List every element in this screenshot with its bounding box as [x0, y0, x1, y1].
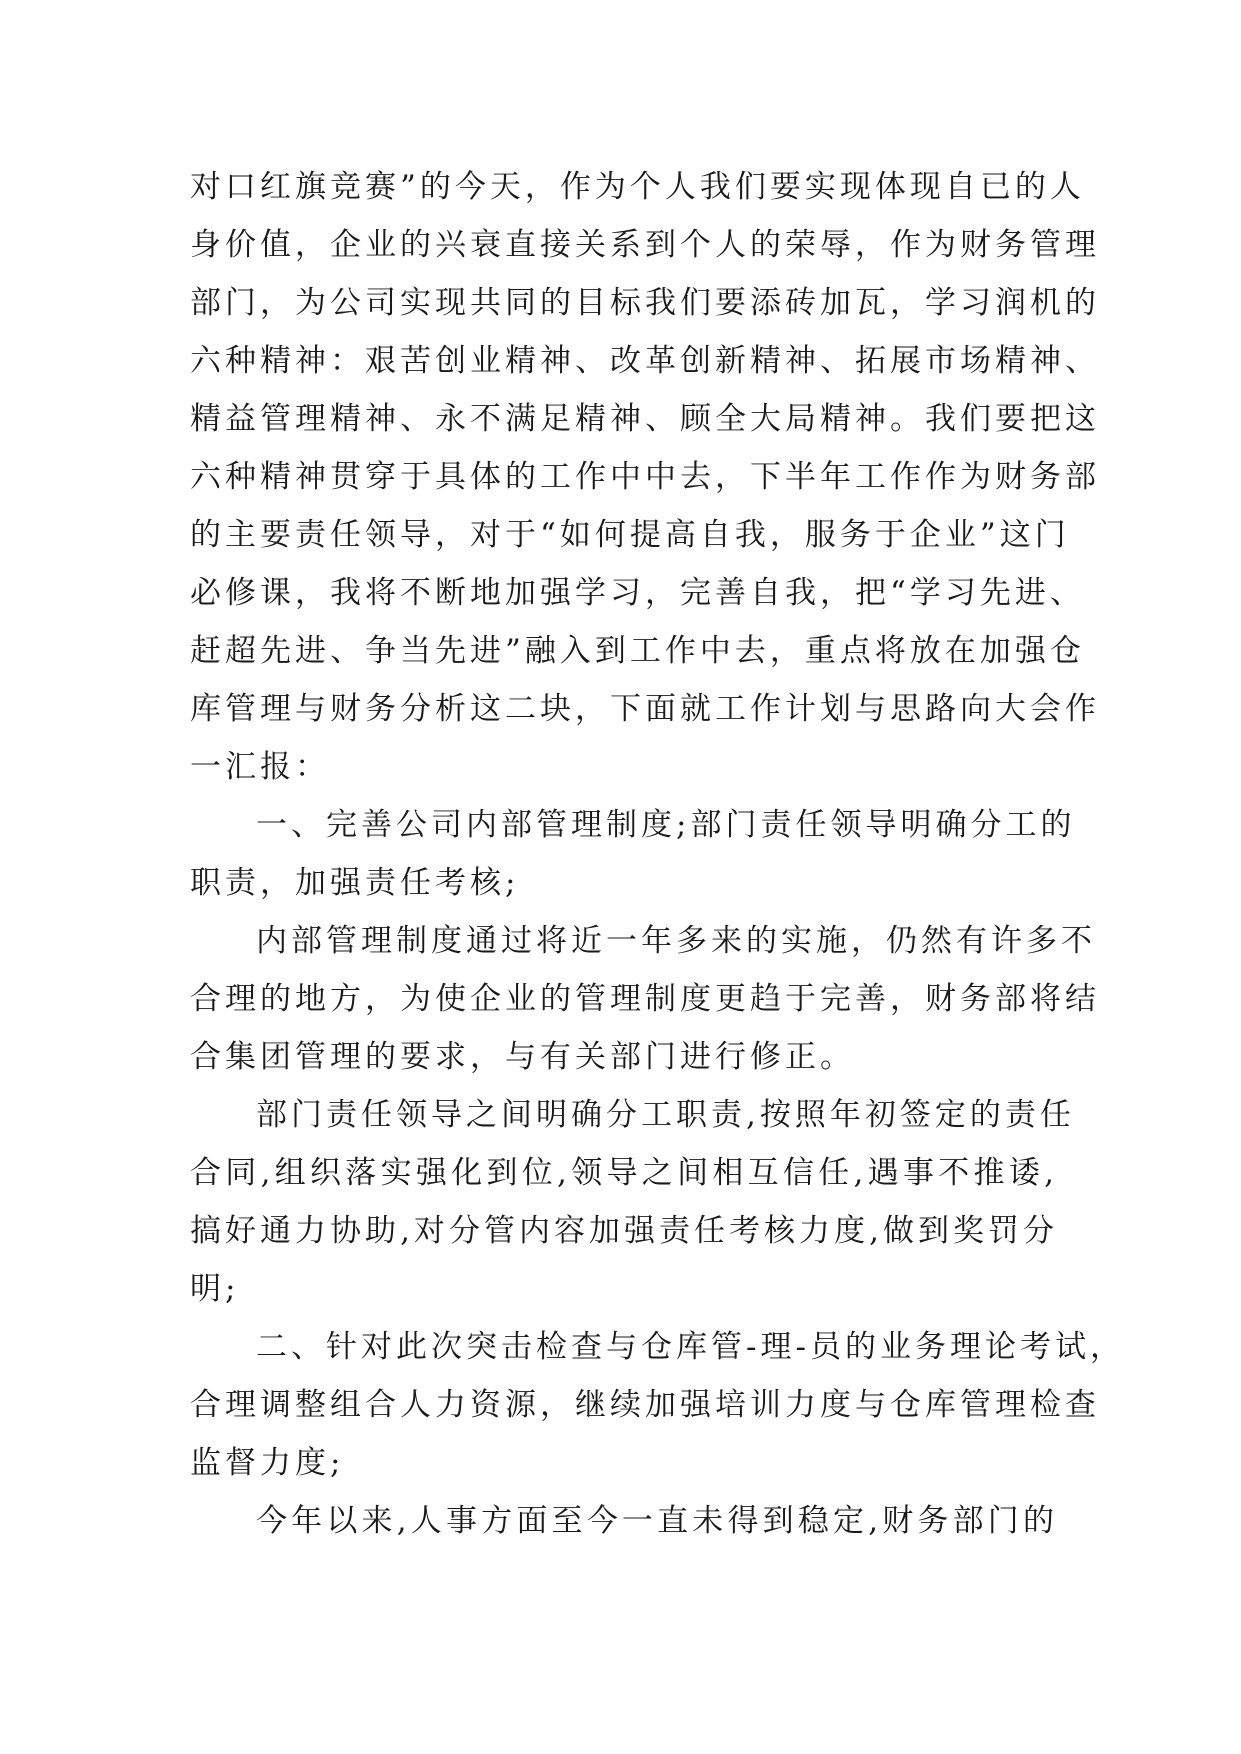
- text-line: 六种精神：艰苦创业精神、改革创新精神、拓展市场精神、: [190, 343, 1100, 379]
- text-line: 一汇报：: [190, 749, 330, 785]
- document-page: [190, 158, 1125, 1550]
- text-line: 六种精神贯穿于具体的工作中中去，下半年工作作为财务部: [190, 459, 1100, 495]
- text-line: 搞好通力协助,对分管内容加强责任考核力度,做到奖罚分: [190, 1213, 1058, 1249]
- text-line: 一、完善公司内部管理制度;部门责任领导明确分工的: [256, 807, 1076, 843]
- text-line: 必修课，我将不断地加强学习，完善自我，把“学习先进、: [190, 575, 1085, 611]
- text-line: 库管理与财务分析这二块，下面就工作计划与思路向大会作: [190, 691, 1100, 727]
- text-line: 二、针对此次突击检查与仓库管-理-员的业务理论考试，: [256, 1329, 1125, 1365]
- text-line: 职责，加强责任考核;: [190, 865, 520, 901]
- text-line: 身价值，企业的兴衰直接关系到个人的荣辱，作为财务管理: [190, 227, 1100, 263]
- text-line: 监督力度;: [190, 1445, 345, 1481]
- text-line: 合理的地方，为使企业的管理制度更趋于完善，财务部将结: [190, 981, 1100, 1017]
- text-line: 明;: [190, 1271, 240, 1307]
- text-line: 对口红旗竞赛”的今天，作为个人我们要实现体现自已的人: [190, 169, 1085, 205]
- text-line: 内部管理制度通过将近一年多来的实施，仍然有许多不: [256, 923, 1096, 959]
- text-line: 部门责任领导之间明确分工职责,按照年初签定的责任: [256, 1097, 1075, 1133]
- text-line: 精益管理精神、永不满足精神、顾全大局精神。我们要把这: [190, 401, 1100, 437]
- text-line: 的主要责任领导，对于“如何提高自我，服务于企业”这门: [190, 517, 1070, 553]
- text-line: 合集团管理的要求，与有关部门进行修正。: [190, 1039, 855, 1075]
- text-line: 赶超先进、争当先进”融入到工作中去，重点将放在加强仓: [190, 633, 1085, 669]
- text-line: 合同,组织落实强化到位,领导之间相互信任,遇事不推诿,: [190, 1155, 1058, 1191]
- text-line: 部门，为公司实现共同的目标我们要添砖加瓦，学习润机的: [190, 285, 1100, 321]
- text-line: 今年以来,人事方面至今一直未得到稳定,财务部门的: [256, 1503, 1058, 1539]
- text-line: 合理调整组合人力资源，继续加强培训力度与仓库管理检查: [190, 1387, 1100, 1423]
